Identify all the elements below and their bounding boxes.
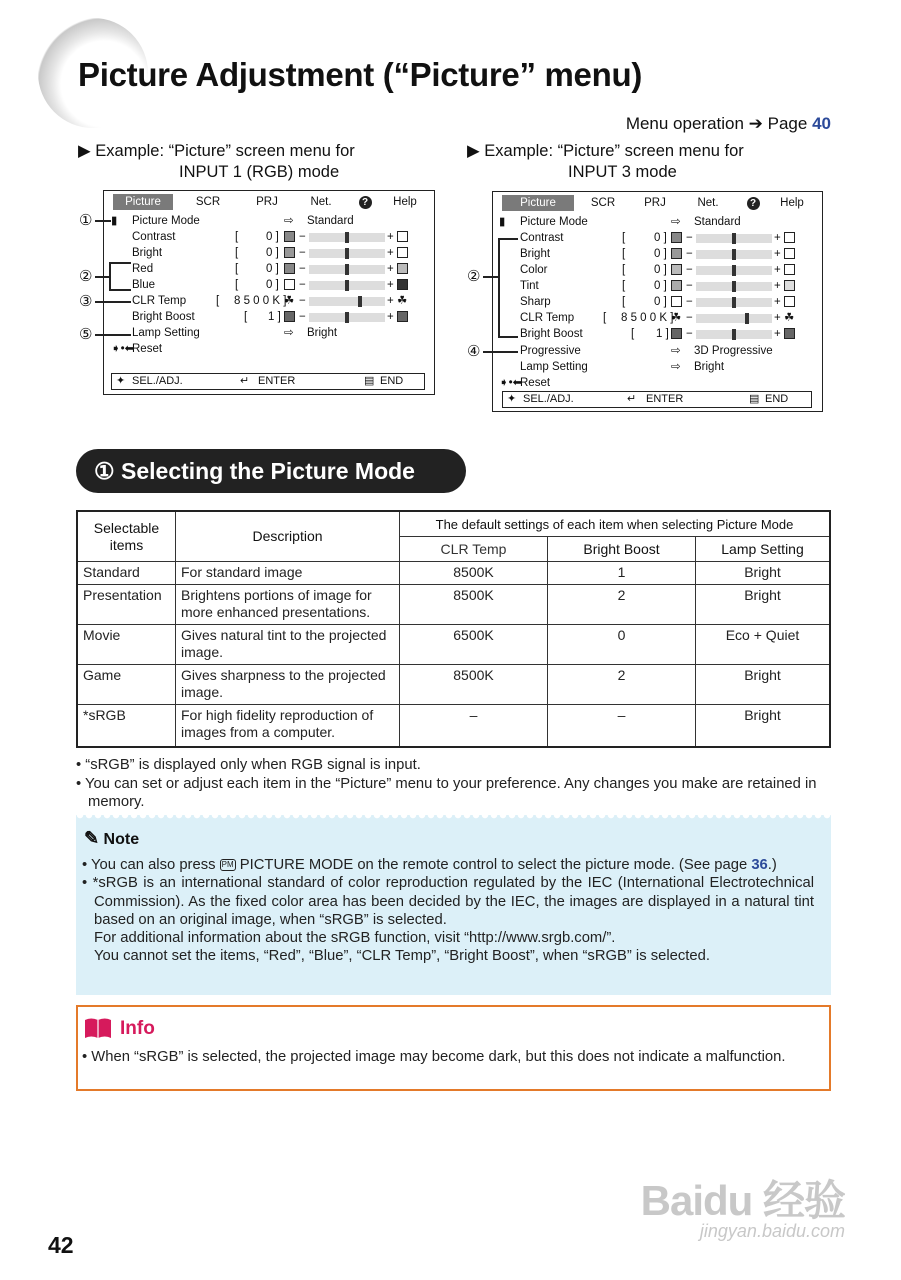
plus-sign: + [774, 232, 781, 244]
callout-4: ④ [467, 343, 481, 360]
table-row [77, 665, 830, 705]
slider-knob[interactable] [345, 232, 349, 243]
plus-sign: + [774, 248, 781, 260]
cell-clr: – [400, 705, 548, 747]
table-footnotes [76, 756, 836, 812]
table-row [77, 562, 830, 585]
note-text: PICTURE MODE on the remote control to select the picture mode. (See page [239, 857, 748, 873]
arrow-right-icon: ⇨ [671, 345, 681, 357]
osd-bracket: [ [235, 263, 239, 275]
osd-label: Tint [520, 280, 539, 292]
osd-bracket: [ [631, 328, 635, 340]
osd-label: Picture Mode [132, 215, 200, 227]
note-title: Note [103, 831, 140, 848]
cell-boost: 1 [548, 562, 696, 585]
cell-lamp: Bright [696, 562, 831, 585]
leader-line [95, 276, 109, 278]
note-page-link[interactable]: 36 [751, 857, 768, 873]
end-icon: ▤ [364, 375, 375, 387]
arrow-right-icon: ⇨ [671, 361, 681, 373]
example-left-line2: INPUT 1 (RGB) mode [179, 163, 340, 181]
reset-icon: ➧•⬅ [499, 377, 523, 389]
footer-enter: ENTER [646, 393, 684, 405]
cell-lamp: Bright [696, 665, 831, 705]
osd-menu-input3 [492, 191, 823, 412]
osd-row-clr-temp[interactable] [493, 310, 822, 326]
page-title: Picture Adjustment (“Picture” menu) [78, 56, 643, 93]
arrow-right-icon: ⇨ [671, 216, 681, 228]
footer-sel-adj: SEL./ADJ. [132, 375, 183, 387]
osd-num: 0 ] [654, 280, 667, 292]
slider-knob[interactable] [732, 265, 736, 276]
leader-line [109, 262, 131, 264]
minus-sign: − [299, 279, 306, 291]
picture-mode-icon: ▮ [499, 216, 506, 228]
osd-row-bright[interactable] [493, 246, 822, 262]
clr-temp-high-icon: ☘ [397, 295, 408, 307]
minus-sign: − [686, 312, 693, 324]
osd-footer [111, 373, 425, 390]
osd-label: Lamp Setting [132, 327, 200, 339]
slider-knob[interactable] [345, 312, 349, 323]
cell-boost: 2 [548, 585, 696, 625]
leader-line [483, 276, 498, 278]
cell-desc: For standard image [176, 562, 400, 585]
osd-menu-input1 [103, 190, 435, 395]
osd-label: Contrast [132, 231, 176, 243]
cell-desc: For high fidelity reproduction of images from a computer. [176, 705, 400, 747]
color-high-icon [784, 264, 795, 275]
cell-clr: 8500K [400, 585, 548, 625]
osd-row-color[interactable] [493, 262, 822, 278]
table-row [77, 625, 830, 665]
osd-bracket: [ [235, 279, 239, 291]
example-right-line1: ▶ Example: “Picture” screen menu for [467, 142, 744, 160]
note-item-2-line3: You cannot set the items, “Red”, “Blue”, “CLR Temp”, “Bright Boost”, when “sRGB” is selected. [94, 948, 710, 965]
minus-sign: − [686, 296, 693, 308]
note-heading [84, 828, 139, 849]
osd-bracket: [ [235, 231, 239, 243]
slider-knob[interactable] [345, 264, 349, 275]
contrast-high-icon [397, 231, 408, 242]
tab-net[interactable]: Net. [697, 197, 719, 209]
osd-row-bright-boost[interactable] [493, 326, 822, 342]
help-icon[interactable]: ? [745, 195, 761, 211]
osd-bracket: [ [622, 296, 626, 308]
osd-num: 0 ] [654, 232, 667, 244]
minus-sign: − [686, 264, 693, 276]
note-item-2-line2: For additional information about the sRGB function, visit “http://www.srgb.com/”. [94, 930, 616, 947]
note-item-1 [82, 856, 814, 874]
osd-num: 0 ] [266, 263, 279, 275]
osd-label: Bright Boost [132, 311, 195, 323]
cell-item: Standard [77, 562, 176, 585]
cell-item: Game [77, 665, 176, 705]
clr-temp-high-icon: ☘ [784, 312, 795, 324]
slider-knob[interactable] [732, 249, 736, 260]
plus-sign: + [387, 311, 394, 323]
info-title: Info [120, 1018, 155, 1039]
osd-row-lamp-setting[interactable] [493, 359, 822, 375]
plus-sign: + [774, 280, 781, 292]
osd-row-lamp-setting[interactable] [104, 325, 434, 341]
contrast-high-icon [784, 232, 795, 243]
osd-label: Bright Boost [520, 328, 583, 340]
footnote: • “sRGB” is displayed only when RGB signal is input. [76, 757, 421, 773]
leader-line [95, 301, 131, 303]
leader-line [95, 334, 131, 336]
leader-line [109, 289, 131, 291]
osd-label: Reset [520, 377, 551, 389]
cell-clr: 6500K [400, 625, 548, 665]
example-right-caption [467, 141, 744, 183]
header-bright-boost: Bright Boost [548, 537, 696, 562]
osd-num: 1 ] [656, 328, 669, 340]
osd-row-reset[interactable] [104, 341, 434, 357]
footer-enter: ENTER [258, 375, 296, 387]
minus-sign: − [299, 311, 306, 323]
reset-icon: ➧•⬅ [111, 343, 135, 355]
blue-low-icon [284, 279, 295, 290]
help-icon[interactable]: ? [357, 194, 373, 210]
minus-sign: − [686, 248, 693, 260]
tab-prj[interactable]: PRJ [644, 197, 666, 209]
cell-boost: 0 [548, 625, 696, 665]
tab-scr[interactable]: SCR [195, 196, 221, 208]
header-description: Description [176, 511, 400, 562]
contrast-low-icon [671, 232, 682, 243]
callout-1: ① [79, 212, 93, 229]
osd-tabs [493, 195, 822, 211]
osd-label: Bright [132, 247, 163, 259]
osd-label: CLR Temp [520, 312, 575, 324]
boost-high-icon [397, 311, 408, 322]
slider-knob[interactable] [345, 248, 349, 259]
osd-label: Red [132, 263, 154, 275]
sel-adj-icon: ✦ [116, 375, 126, 387]
cell-clr: 8500K [400, 562, 548, 585]
plus-sign: + [387, 279, 394, 291]
plus-sign: + [774, 296, 781, 308]
table-header-row [77, 511, 830, 537]
slider-knob[interactable] [732, 297, 736, 308]
tab-picture[interactable]: Picture [113, 194, 173, 210]
callout-2: ② [79, 268, 93, 285]
cell-lamp: Bright [696, 585, 831, 625]
minus-sign: − [686, 328, 693, 340]
enter-icon: ↵ [627, 393, 637, 405]
leader-line [95, 220, 111, 222]
tint-low-icon [671, 280, 682, 291]
table-row [77, 585, 830, 625]
tint-high-icon [784, 280, 795, 291]
osd-label: CLR Temp [132, 295, 187, 307]
osd-bracket: [ [603, 312, 607, 324]
cell-desc: Brightens portions of image for more enhanced presentations. [176, 585, 400, 625]
bright-low-icon [671, 248, 682, 259]
boost-low-icon [284, 311, 295, 322]
osd-value: Bright [307, 327, 338, 339]
menu-operation-ref [626, 114, 831, 134]
osd-num: 8 5 0 0 K ] [621, 312, 674, 324]
leader-line [109, 262, 111, 290]
tab-help[interactable]: Help [393, 196, 417, 208]
osd-label: Lamp Setting [520, 361, 588, 373]
note-item-2: • *sRGB is an international standard of color reproduction regulated by the IEC (International Electrotechnical Commission). As the fixed color area has been decided by the IEC, the images are displayed in a natural tint based on an original image, when “sRGB” is selected. [82, 875, 814, 928]
osd-num: 8 5 0 0 K ] [234, 295, 287, 307]
example-left-caption [78, 141, 355, 183]
slider-knob[interactable] [732, 329, 736, 340]
sel-adj-icon: ✦ [507, 393, 517, 405]
cell-lamp: Bright [696, 705, 831, 747]
osd-row-reset[interactable] [493, 375, 822, 391]
osd-row-progressive[interactable] [493, 343, 822, 359]
clr-temp-low-icon: ☘ [671, 312, 682, 324]
callout-2-right: ② [467, 268, 481, 285]
osd-label: Blue [132, 279, 156, 291]
osd-bracket: [ [235, 247, 239, 259]
osd-num: 0 ] [654, 296, 667, 308]
osd-row-blue[interactable] [104, 277, 434, 293]
osd-label: Color [520, 264, 548, 276]
osd-row-red[interactable] [104, 261, 434, 277]
osd-bracket: [ [244, 311, 248, 323]
leader-line [498, 238, 518, 240]
menu-operation-page-link[interactable]: 40 [812, 114, 831, 133]
footer-end: END [380, 375, 404, 387]
page-number: 42 [48, 1232, 74, 1258]
minus-sign: − [299, 295, 306, 307]
osd-bracket: [ [622, 280, 626, 292]
leader-line [483, 351, 518, 353]
sharp-high-icon [784, 296, 795, 307]
blue-high-icon [397, 279, 408, 290]
bright-high-icon [784, 248, 795, 259]
tab-prj[interactable]: PRJ [256, 196, 278, 208]
osd-num: 0 ] [266, 231, 279, 243]
note-text: • You can also press [82, 857, 216, 873]
osd-label: Sharp [520, 296, 551, 308]
osd-row-picture-mode[interactable] [493, 214, 822, 230]
sharp-low-icon [671, 296, 682, 307]
osd-label: Picture Mode [520, 216, 588, 228]
note-scalloped-edge [76, 811, 831, 819]
red-low-icon [284, 263, 295, 274]
boost-low-icon [671, 328, 682, 339]
picture-mode-icon: ▮ [111, 215, 118, 227]
osd-row-clr-temp[interactable] [104, 293, 434, 309]
pencil-icon: ✎ [84, 828, 100, 848]
cell-clr: 8500K [400, 665, 548, 705]
footer-sel-adj: SEL./ADJ. [523, 393, 574, 405]
example-left-line1: ▶ Example: “Picture” screen menu for [78, 142, 355, 160]
osd-bracket: [ [622, 264, 626, 276]
menu-operation-text: Menu operation ➔ Page [625, 114, 808, 133]
osd-num: 0 ] [266, 279, 279, 291]
osd-row-bright-boost[interactable] [104, 309, 434, 325]
callout-5: ⑤ [79, 326, 93, 343]
slider-knob[interactable] [345, 280, 349, 291]
header-lamp-setting: Lamp Setting [696, 537, 831, 562]
tab-net[interactable]: Net. [310, 196, 332, 208]
section-heading: ① Selecting the Picture Mode [76, 449, 466, 493]
cell-item: *sRGB [77, 705, 176, 747]
minus-sign: − [686, 232, 693, 244]
slider-knob[interactable] [732, 233, 736, 244]
osd-tabs [104, 194, 434, 210]
slider-knob[interactable] [358, 296, 362, 307]
osd-row-sharp[interactable] [493, 294, 822, 310]
header-clr-temp: CLR Temp [400, 537, 548, 562]
osd-row-picture-mode[interactable] [104, 213, 434, 229]
callout-3: ③ [79, 293, 93, 310]
picture-mode-table [76, 510, 831, 748]
arrow-right-icon: ⇨ [284, 327, 294, 339]
osd-value: Bright [694, 361, 725, 373]
osd-num: 0 ] [654, 264, 667, 276]
red-high-icon [397, 263, 408, 274]
osd-value: Standard [307, 215, 354, 227]
book-icon [84, 1017, 112, 1039]
boost-high-icon [784, 328, 795, 339]
color-low-icon [671, 264, 682, 275]
slider-track[interactable] [696, 314, 772, 323]
watermark-url: jingyan.baidu.com [699, 1221, 845, 1241]
osd-bracket: [ [216, 295, 220, 307]
picture-mode-button-icon: PM [221, 860, 234, 869]
osd-label: Progressive [520, 345, 581, 357]
osd-footer [502, 391, 812, 408]
cell-desc: Gives sharpness to the projected image. [176, 665, 400, 705]
minus-sign: − [686, 280, 693, 292]
leader-line [498, 336, 518, 338]
cell-boost: 2 [548, 665, 696, 705]
leader-line [498, 238, 500, 337]
header-defaults: The default settings of each item when selecting Picture Mode [400, 511, 831, 537]
bright-high-icon [397, 247, 408, 258]
slider-knob[interactable] [732, 281, 736, 292]
note-body [82, 856, 814, 966]
minus-sign: − [299, 263, 306, 275]
cell-desc: Gives natural tint to the projected image. [176, 625, 400, 665]
footer-end: END [765, 393, 789, 405]
arrow-right-icon: ⇨ [284, 215, 294, 227]
plus-sign: + [387, 231, 394, 243]
slider-knob[interactable] [745, 313, 749, 324]
osd-row-tint[interactable] [493, 278, 822, 294]
osd-num: 0 ] [654, 248, 667, 260]
end-icon: ▤ [749, 393, 760, 405]
osd-label: Reset [132, 343, 163, 355]
slider-track[interactable] [309, 297, 385, 306]
osd-row-contrast[interactable] [104, 229, 434, 245]
plus-sign: + [387, 295, 394, 307]
osd-label: Contrast [520, 232, 564, 244]
watermark-logo: Baidu 经验 [640, 1177, 845, 1224]
contrast-low-icon [284, 231, 295, 242]
osd-row-bright[interactable] [104, 245, 434, 261]
osd-num: 0 ] [266, 247, 279, 259]
header-selectable-items: Selectable items [77, 511, 176, 562]
cell-boost: – [548, 705, 696, 747]
osd-bracket: [ [622, 248, 626, 260]
minus-sign: − [299, 247, 306, 259]
osd-value: Standard [694, 216, 741, 228]
minus-sign: − [299, 231, 306, 243]
plus-sign: + [387, 247, 394, 259]
tab-help[interactable]: Help [780, 197, 804, 209]
tab-scr[interactable]: SCR [590, 197, 616, 209]
info-text: • When “sRGB” is selected, the projected image may become dark, but this does not indicate a malfunction. [82, 1049, 786, 1065]
plus-sign: + [774, 328, 781, 340]
plus-sign: + [774, 312, 781, 324]
osd-row-contrast[interactable] [493, 230, 822, 246]
osd-num: 1 ] [268, 311, 281, 323]
table-row [77, 705, 830, 747]
clr-temp-low-icon: ☘ [284, 295, 295, 307]
tab-picture[interactable]: Picture [502, 195, 574, 211]
example-right-line2: INPUT 3 mode [568, 163, 677, 181]
osd-value: 3D Progressive [694, 345, 773, 357]
footnote: • You can set or adjust each item in the “Picture” menu to your preference. Any changes you make are retained in memory. [76, 775, 817, 810]
cell-item: Presentation [77, 585, 176, 625]
enter-icon: ↵ [240, 375, 250, 387]
cell-lamp: Eco + Quiet [696, 625, 831, 665]
note-text: .) [767, 857, 777, 873]
plus-sign: + [774, 264, 781, 276]
bright-low-icon [284, 247, 295, 258]
cell-item: Movie [77, 625, 176, 665]
osd-label: Bright [520, 248, 551, 260]
osd-bracket: [ [622, 232, 626, 244]
plus-sign: + [387, 263, 394, 275]
